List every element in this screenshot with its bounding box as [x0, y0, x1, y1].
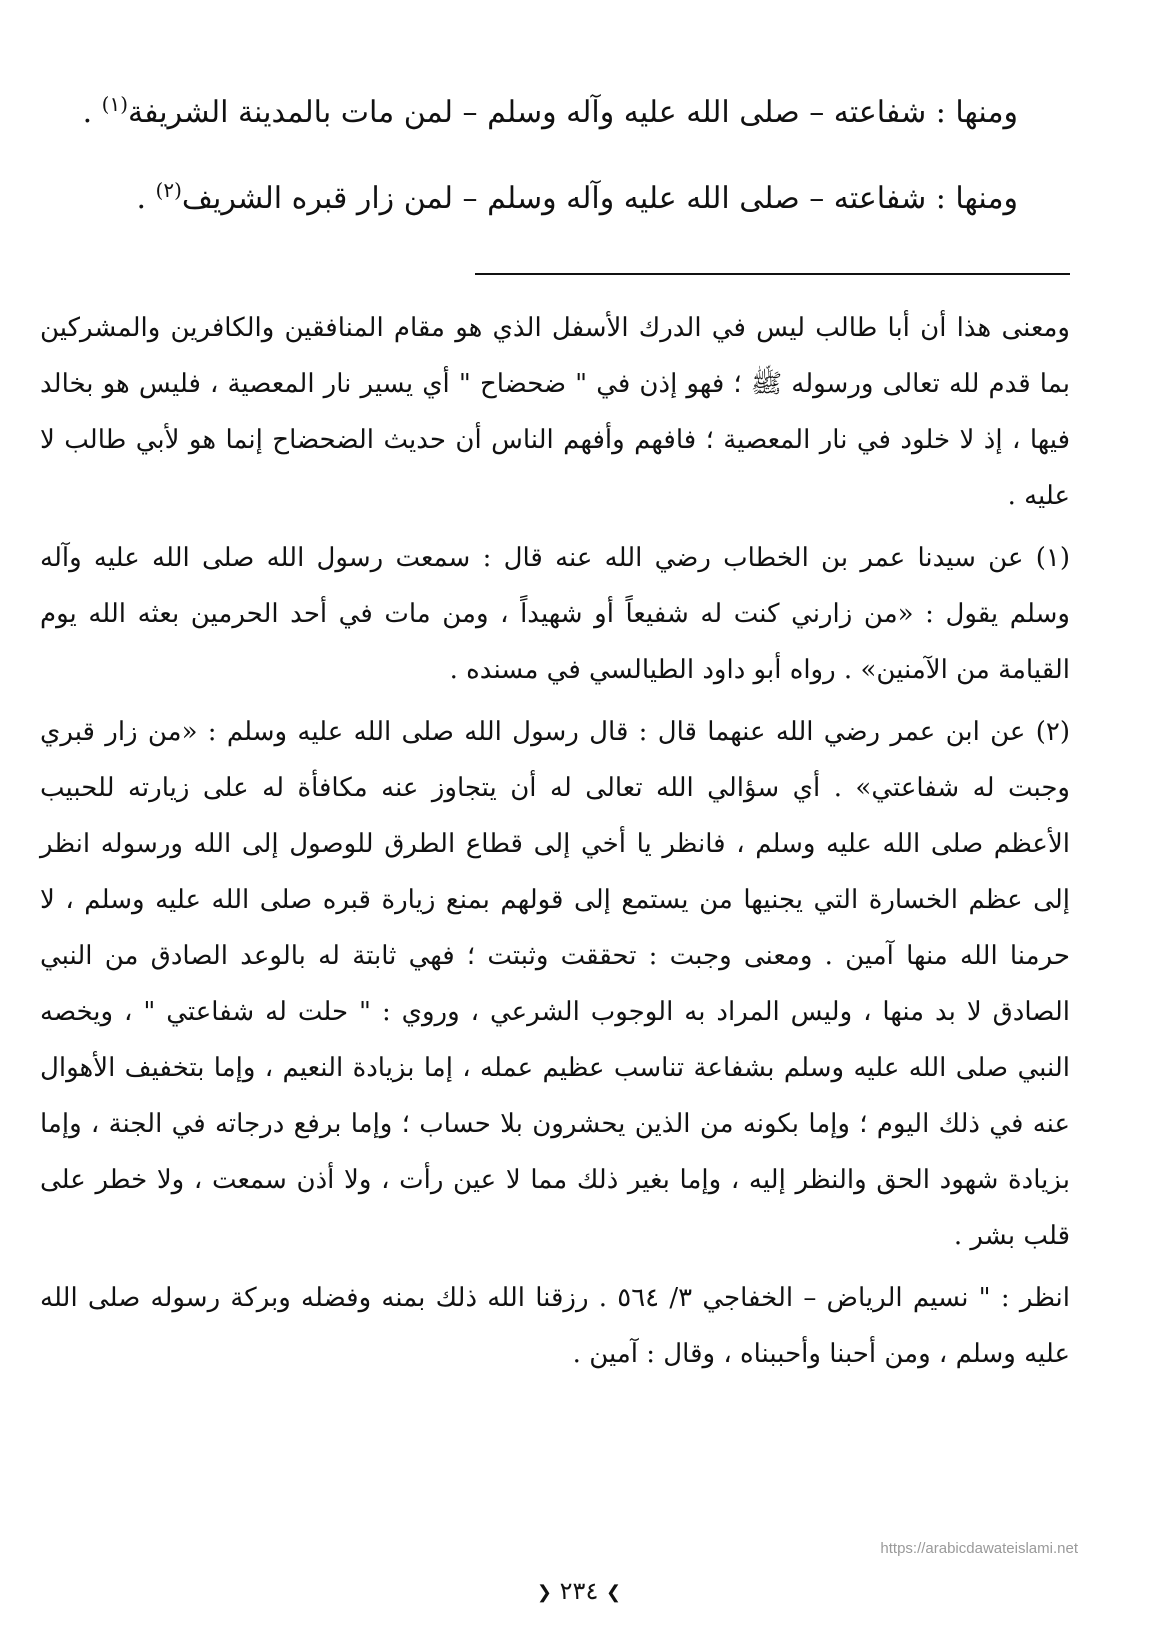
footnote-1: (١) عن سيدنا عمر بن الخطاب رضي الله عنه قال : سمعت رسول الله صلى الله عليه وآله وسلم يقول : «من زارني كنت له شفيعاً أو شهيداً ، ومن مات في أحد الحرمين بعثه الله يوم القيامة من الآمنين» . رواه أبو داود الطيالسي في مسنده . [40, 543, 1070, 685]
footnote-marker-2: (٢) [155, 178, 182, 202]
page-number-block [0, 1577, 1158, 1605]
main-line-1-end: . [82, 95, 102, 130]
footnotes-section [40, 300, 1070, 1388]
footnote-marker-1: (١) [101, 92, 129, 116]
ornament-left-icon: ❮ [536, 1582, 553, 1603]
footnote-2: (٢) عن ابن عمر رضي الله عنهما قال : قال رسول الله صلى الله عليه وسلم : «من زار قبري وجبت له شفاعتي» . أي سؤالي الله تعالى له أن يتجاوز عنه مكافأة له على زيارته للحبيب الأعظم صلى الله عليه وسلم ، فانظر يا أخي إلى قطاع الطرق للوصول إلى الله ورسوله انظر إلى عظم الخسارة التي يجنيها من يستمع إلى قولهم بمنع زيارة قبره صلى الله عليه وسلم ، لا حرمنا الله منها آمين . ومعنى وجبت : تحققت وثبتت ؛ فهي ثابتة له بالوعد الصادق من النبي الصادق لا بد منها ، وليس المراد به الوجوب الشرعي ، وروي : " حلت له شفاعتي " ، ويخصه النبي صلى الله عليه وسلم بشفاعة تناسب عظيم عمله ، إما بزيادة النعيم ، وإما بتخفيف الأهوال عنه في ذلك اليوم ؛ وإما بكونه من الذين يحشرون بلا حساب ؛ وإما برفع درجاته في الجنة ، وإما بزيادة شهود الحق والنظر إليه ، وإما بغير ذلك مما لا عين رأت ، ولا أذن سمعت ، ولا خطر على قلب بشر . [40, 717, 1070, 1251]
main-line-1 [82, 70, 1018, 156]
footnote-divider [475, 273, 1070, 275]
watermark-url: https://arabicdawateislami.net [880, 1540, 1078, 1557]
footnote-continuation: ومعنى هذا أن أبا طالب ليس في الدرك الأسفل الذي هو مقام المنافقين والكافرين والمشركين بما قدم لله تعالى ورسوله ﷺ ؛ فهو إذن في " ضحضاح " أي يسير نار المعصية ، فليس هو بخالد فيها ، إذ لا خلود في نار المعصية ؛ فافهم وأفهم الناس أن حديث الضحضاح إنما هو لأبي طالب لا عليه . [40, 313, 1071, 511]
footnote-3: انظر : " نسيم الرياض – الخفاجي ٣/ ٥٦٤ . رزقنا الله ذلك بمنه وفضله وبركة رسوله صلى الله عليه وسلم ، ومن أحبنا وأحببناه ، وقال : آمين . [40, 1283, 1070, 1369]
main-text [82, 70, 1018, 242]
main-line-2-end: . [136, 181, 156, 216]
ornament-right-icon: ❯ [605, 1582, 622, 1603]
main-line-2-text: ومنها : شفاعته – صلى الله عليه وآله وسلم – لمن زار قبره الشريف [181, 181, 1018, 216]
main-line-1-text: ومنها : شفاعته – صلى الله عليه وآله وسلم – لمن مات بالمدينة الشريفة [128, 95, 1018, 130]
main-line-2 [118, 156, 1018, 242]
page-number: ٢٣٤ [559, 1577, 599, 1605]
